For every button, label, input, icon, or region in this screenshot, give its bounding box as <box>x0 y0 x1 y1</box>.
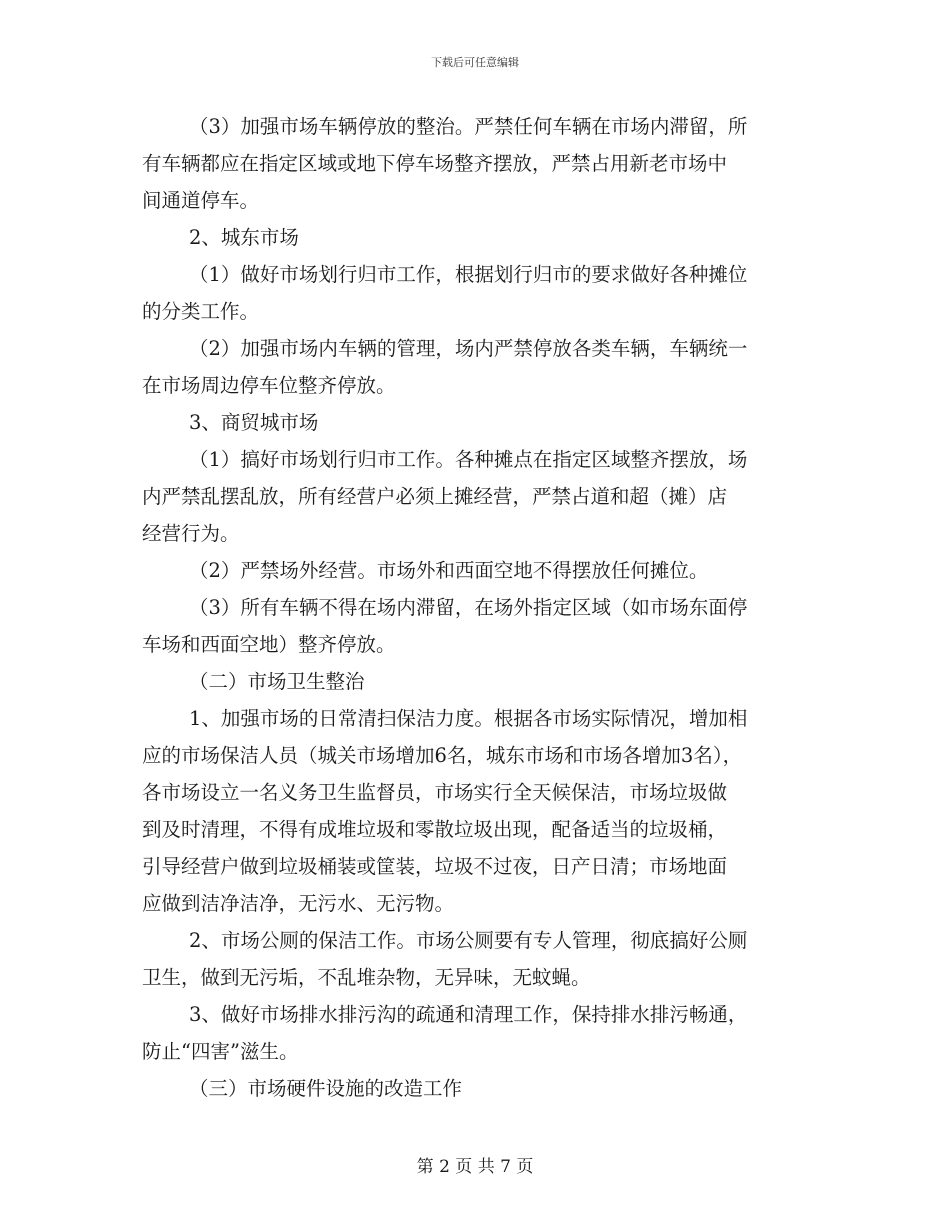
text-line: （二）市场卫生整治 <box>189 670 365 693</box>
page-footer: 第 2 页 共 7 页 <box>416 1157 534 1177</box>
text-line: 3、做好市场排水排污沟的疏通和清理工作，保持排水排污畅通， <box>189 1003 748 1026</box>
text-line: 各市场设立一名义务卫生监督员，市场实行全天候保洁，市场垃圾做 <box>142 781 728 804</box>
text-line: （2）加强市场内车辆的管理，场内严禁停放各类车辆，车辆统一 <box>189 337 748 360</box>
text-line: 到及时清理，不得有成堆垃圾和零散垃圾出现，配备适当的垃圾桶， <box>142 818 728 841</box>
text-line: 的分类工作。 <box>142 300 260 323</box>
text-line: （3）加强市场车辆停放的整治。严禁任何车辆在市场内滞留，所 <box>189 115 748 138</box>
text-line: 3、商贸城市场 <box>189 411 319 434</box>
text-line: （2）严禁场外经营。市场外和西面空地不得摆放任何摊位。 <box>189 559 709 582</box>
text-line: （三）市场硬件设施的改造工作 <box>189 1077 463 1100</box>
page-header: 下载后可任意编辑 <box>431 56 519 69</box>
text-line: 有车辆都应在指定区域或地下停车场整齐摆放，严禁占用新老市场中 <box>142 152 728 175</box>
text-line: 引导经营户做到垃圾桶装或筐装，垃圾不过夜，日产日清；市场地面 <box>142 855 728 878</box>
text-line: 间通道停车。 <box>142 189 260 212</box>
text-line: 在市场周边停车位整齐停放。 <box>142 374 396 397</box>
text-line: （3）所有车辆不得在场内滞留，在场外指定区域（如市场东面停 <box>189 596 748 619</box>
text-line: （1）搞好市场划行归市工作。各种摊点在指定区域整齐摆放，场 <box>189 448 748 471</box>
document-body <box>142 108 810 1107</box>
text-line: 2、市场公厕的保洁工作。市场公厕要有专人管理，彻底搞好公厕 <box>189 929 748 952</box>
text-line: 应的市场保洁人员（城关市场增加6名，城东市场和市场各增加3名）， <box>142 744 743 767</box>
text-line: （1）做好市场划行归市工作，根据划行归市的要求做好各种摊位 <box>189 263 748 286</box>
text-line: 内严禁乱摆乱放，所有经营户必须上摊经营，严禁占道和超（摊）店 <box>142 485 728 508</box>
text-line: 1、加强市场的日常清扫保洁力度。根据各市场实际情况，增加相 <box>189 707 748 730</box>
text-line: 经营行为。 <box>142 522 240 545</box>
text-line: 卫生，做到无污垢，不乱堆杂物，无异味，无蚊蝇。 <box>142 966 591 989</box>
text-line: 应做到洁净洁净，无污水、无污物。 <box>142 892 455 915</box>
text-line: 2、城东市场 <box>189 226 299 249</box>
text-line: 车场和西面空地）整齐停放。 <box>142 633 396 656</box>
text-line: 防止“四害”滋生。 <box>142 1040 299 1063</box>
